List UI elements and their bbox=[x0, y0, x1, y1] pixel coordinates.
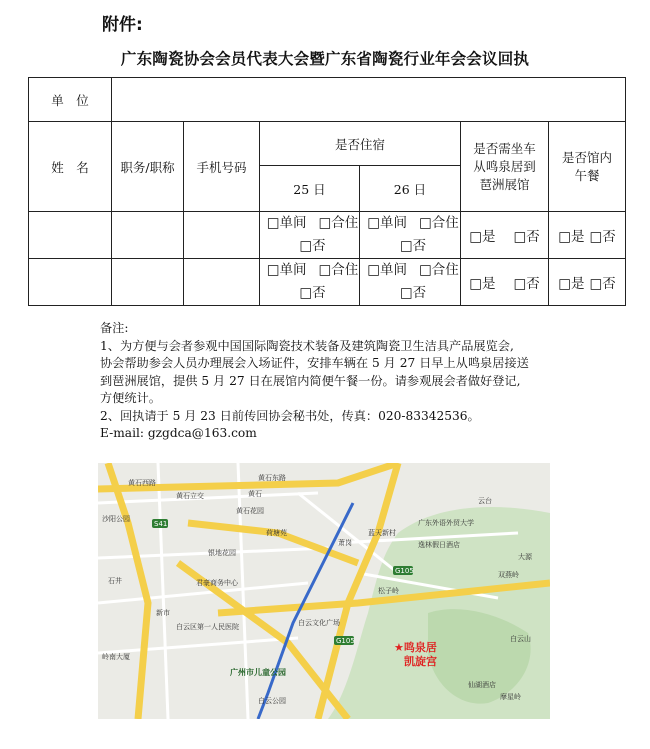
note-item-1-line3: 到琶洲展馆，提供 5 月 27 日在展馆内简便午餐一份。请参观展会者做好登记, bbox=[100, 373, 521, 388]
single-room-checkbox[interactable]: □ bbox=[367, 262, 380, 278]
location-map bbox=[98, 463, 550, 719]
shared-room-checkbox[interactable]: □ bbox=[419, 215, 432, 231]
day26-header: 26 日 bbox=[360, 166, 461, 212]
map-label-hospital: 白云区第一人民医院 bbox=[176, 623, 239, 631]
no-lodging-label: 否 bbox=[412, 285, 427, 301]
map-label-business-center: 君豪商务中心 bbox=[196, 579, 238, 587]
lunch-yes-checkbox[interactable]: □ bbox=[558, 276, 572, 292]
map-label-huangshi-jiao: 黄石立交 bbox=[176, 492, 204, 500]
map-label-hebin: 荷塘苑 bbox=[266, 529, 287, 537]
lunch-no-checkbox[interactable]: □ bbox=[589, 229, 603, 245]
lunch-header bbox=[549, 122, 626, 212]
shared-room-checkbox[interactable]: □ bbox=[419, 262, 432, 278]
notes-section bbox=[100, 320, 560, 443]
map-label-huangshi-east: 黄石东路 bbox=[258, 474, 286, 482]
map-label-shuangyan: 双燕岭 bbox=[498, 571, 519, 579]
day25-header: 25 日 bbox=[260, 166, 360, 212]
shuttle-cell bbox=[461, 259, 549, 306]
shuttle-cell bbox=[461, 212, 549, 259]
no-lodging-label: 否 bbox=[412, 238, 427, 254]
s41-shield: S41 bbox=[154, 520, 168, 528]
map-label-children-park: 广州市儿童公园 bbox=[230, 668, 286, 677]
lunch-no-label: 否 bbox=[602, 276, 616, 292]
shared-room-label: 合住 bbox=[431, 215, 459, 231]
email-line: E-mail: gzgdca@163.com bbox=[100, 426, 257, 440]
position-header: 职务/职称 bbox=[112, 122, 184, 212]
single-room-checkbox[interactable]: □ bbox=[367, 215, 380, 231]
lunch-yes-label: 是 bbox=[571, 276, 585, 292]
lunch-yes-checkbox[interactable]: □ bbox=[558, 229, 572, 245]
unit-field[interactable] bbox=[112, 78, 626, 122]
lunch-cell bbox=[549, 259, 626, 306]
no-lodging-checkbox[interactable]: □ bbox=[299, 238, 313, 254]
map-label-xinshi: 新市 bbox=[156, 609, 170, 617]
single-room-checkbox[interactable]: □ bbox=[266, 215, 280, 231]
day26-lodging-cell bbox=[360, 212, 461, 259]
day25-lodging-cell bbox=[260, 212, 360, 259]
note-item-1-line4: 方便统计。 bbox=[100, 391, 161, 405]
map-label-lantian: 蓝天新村 bbox=[368, 529, 396, 537]
map-label-huangshi-west: 黄石西路 bbox=[128, 479, 156, 487]
map-label-culture-square: 白云文化广场 bbox=[298, 619, 340, 627]
map-label-huangshi-station: 黄石 bbox=[248, 490, 262, 498]
lunch-no-label: 否 bbox=[602, 229, 616, 245]
name-cell[interactable] bbox=[29, 212, 112, 259]
receipt-form-table bbox=[28, 77, 626, 306]
map-label-baiyun-park: 白云公园 bbox=[258, 697, 286, 705]
table-row bbox=[29, 212, 626, 259]
single-room-checkbox[interactable]: □ bbox=[266, 262, 280, 278]
shared-room-label: 合住 bbox=[331, 262, 359, 278]
position-cell[interactable] bbox=[112, 212, 184, 259]
notes-heading: 备注: bbox=[100, 321, 129, 335]
unit-label: 单 位 bbox=[29, 78, 112, 122]
shuttle-no-checkbox[interactable]: □ bbox=[513, 229, 527, 245]
map-label-lingnan: 岭南大厦 bbox=[102, 653, 130, 661]
map-label-huangshi-garden: 黄石花园 bbox=[236, 507, 264, 515]
position-cell[interactable] bbox=[112, 259, 184, 306]
note-item-1-line2: 协会帮助参会人员办理展会入场证件，安排车辆在 5 月 27 日早上从鸣泉居接送 bbox=[100, 356, 529, 370]
map-label-xiaogang: 萧岗 bbox=[338, 539, 352, 547]
lodging-header: 是否住宿 bbox=[260, 122, 461, 166]
shuttle-yes-label: 是 bbox=[482, 229, 496, 245]
table-row bbox=[29, 259, 626, 306]
shuttle-no-checkbox[interactable]: □ bbox=[513, 276, 527, 292]
g105-shield-b: G105 bbox=[336, 637, 355, 645]
map-label-yindi: 银地花园 bbox=[208, 549, 236, 557]
lunch-header-line1: 是否馆内 bbox=[562, 149, 613, 165]
shuttle-yes-checkbox[interactable]: □ bbox=[469, 276, 482, 292]
map-label-dayuan: 大源 bbox=[518, 553, 532, 561]
map-label-yilin: 逸林假日酒店 bbox=[418, 541, 460, 549]
shuttle-yes-label: 是 bbox=[482, 276, 496, 292]
kaixuan-label: 凯旋宫 bbox=[404, 655, 437, 668]
phone-header: 手机号码 bbox=[184, 122, 260, 212]
lunch-no-checkbox[interactable]: □ bbox=[589, 276, 603, 292]
name-cell[interactable] bbox=[29, 259, 112, 306]
map-label-xianhu: 仙湖酒店 bbox=[468, 681, 496, 689]
shared-room-checkbox[interactable]: □ bbox=[318, 262, 332, 278]
single-room-label: 单间 bbox=[279, 262, 307, 278]
no-lodging-checkbox[interactable]: □ bbox=[299, 285, 313, 301]
lunch-yes-label: 是 bbox=[571, 229, 585, 245]
no-lodging-label: 否 bbox=[312, 238, 326, 254]
map-label-baiyun-shan: 白云山 bbox=[510, 635, 531, 643]
map-label-yuntai: 云台 bbox=[478, 497, 492, 505]
shuttle-header bbox=[461, 122, 549, 212]
lunch-cell bbox=[549, 212, 626, 259]
shuttle-no-label: 否 bbox=[526, 229, 540, 245]
attachment-label: 附件: bbox=[102, 15, 143, 35]
single-room-label: 单间 bbox=[380, 215, 407, 231]
map-label-moxing: 摩星岭 bbox=[500, 693, 521, 701]
shuttle-header-line3: 琶洲展馆 bbox=[479, 176, 530, 192]
note-item-2: 2、回执请于 5 月 23 日前传回协会秘书处，传真：020-83342536。 bbox=[100, 408, 480, 423]
g105-shield-a: G105 bbox=[395, 567, 414, 575]
phone-cell[interactable] bbox=[184, 259, 260, 306]
note-item-1-line1: 1、为方便与会者参观中国国际陶瓷技术装备及建筑陶瓷卫生洁具产品展览会, bbox=[100, 338, 514, 353]
day25-lodging-cell bbox=[260, 259, 360, 306]
shuttle-header-line2: 从鸣泉居到 bbox=[473, 158, 536, 174]
map-label-shapo-park: 沙阳公园 bbox=[102, 515, 130, 523]
lunch-header-line2: 午餐 bbox=[574, 167, 600, 183]
map-label-shijing: 石井 bbox=[108, 577, 122, 585]
single-room-label: 单间 bbox=[380, 262, 407, 278]
no-lodging-label: 否 bbox=[312, 285, 326, 301]
shared-room-label: 合住 bbox=[431, 262, 459, 278]
map-label-songzi: 松子岭 bbox=[378, 587, 399, 595]
shared-room-checkbox[interactable]: □ bbox=[318, 215, 332, 231]
day26-lodging-cell bbox=[360, 259, 461, 306]
name-header: 姓 名 bbox=[29, 122, 112, 212]
no-lodging-checkbox[interactable]: □ bbox=[399, 285, 413, 301]
shuttle-no-label: 否 bbox=[526, 276, 540, 292]
shared-room-label: 合住 bbox=[331, 215, 359, 231]
shuttle-yes-checkbox[interactable]: □ bbox=[469, 229, 482, 245]
mingquan-marker: ★鸣泉居 bbox=[394, 641, 437, 654]
phone-cell[interactable] bbox=[184, 212, 260, 259]
map-graphic bbox=[98, 463, 550, 719]
map-label-guangdong-foreign: 广东外语外贸大学 bbox=[418, 519, 474, 527]
no-lodging-checkbox[interactable]: □ bbox=[399, 238, 413, 254]
shuttle-header-line1: 是否需坐车 bbox=[473, 140, 536, 156]
page-title: 广东陶瓷协会会员代表大会暨广东省陶瓷行业年会会议回执 bbox=[120, 50, 530, 68]
single-room-label: 单间 bbox=[279, 215, 307, 231]
